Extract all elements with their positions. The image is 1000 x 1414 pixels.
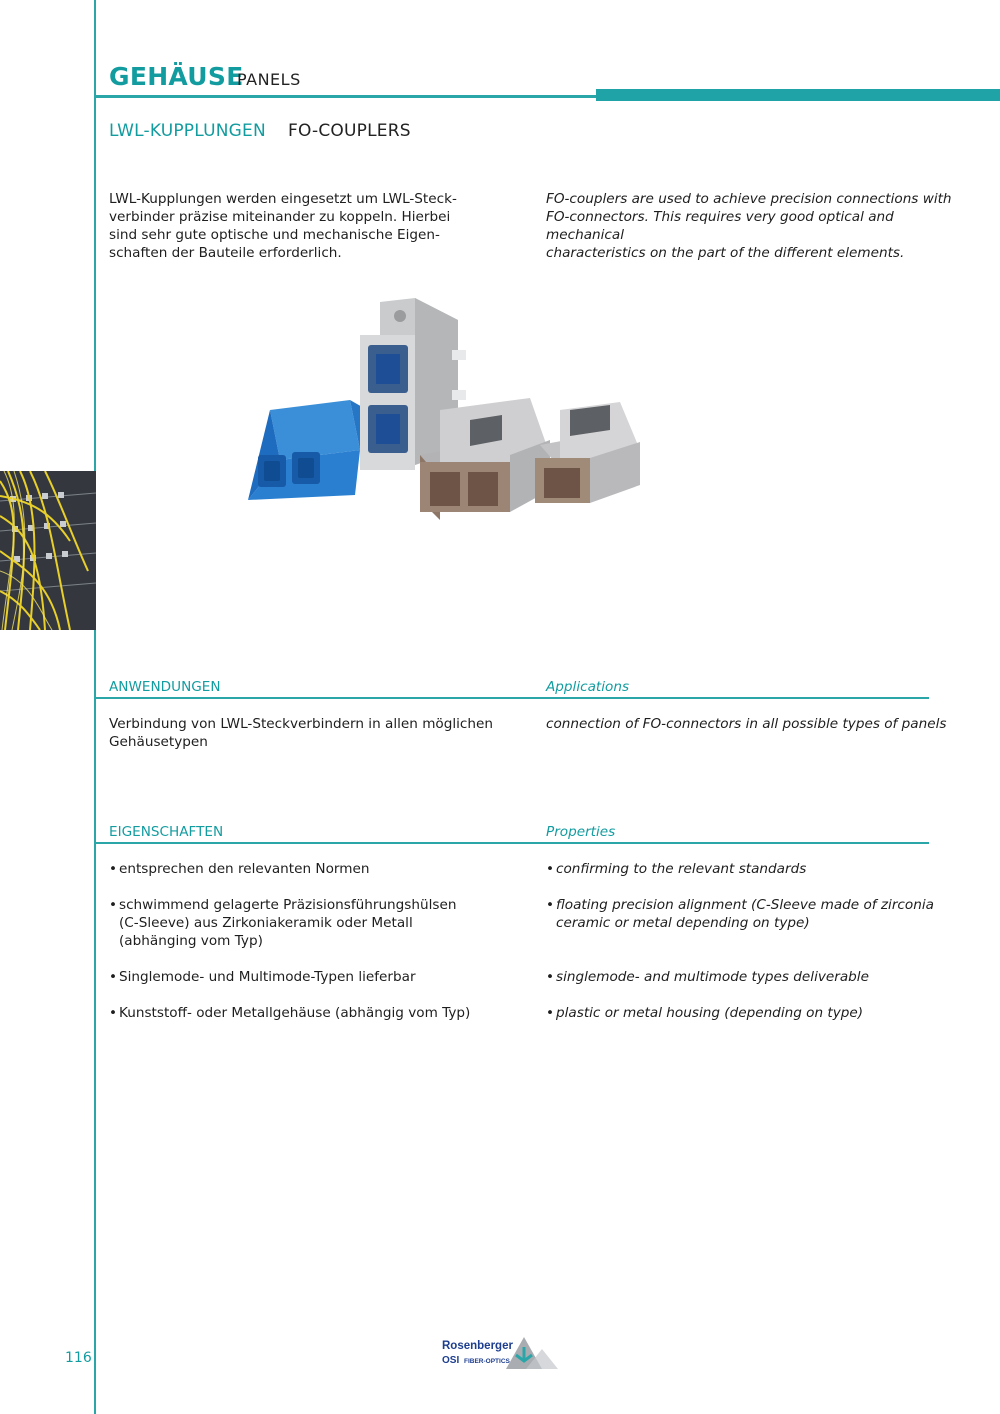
list-item-text: entsprechen den relevanten Normen bbox=[119, 861, 370, 877]
applications-rule bbox=[96, 697, 929, 699]
intro-line-en: characteristics on the part of the different elements. bbox=[546, 245, 905, 261]
left-margin-line bbox=[94, 0, 96, 1414]
list-item bbox=[546, 896, 934, 932]
list-item bbox=[109, 896, 456, 950]
list-item bbox=[546, 860, 806, 878]
brown-coupler-small bbox=[535, 402, 640, 503]
patch-panel-photo bbox=[0, 471, 96, 630]
list-item-text: ceramic or metal depending on type) bbox=[556, 915, 810, 931]
intro-line-de: verbinder präzise miteinander zu koppeln. Hierbei bbox=[109, 209, 451, 225]
list-item-text: singlemode- and multimode types deliverable bbox=[556, 969, 869, 985]
logo-line2a: OSI bbox=[442, 1355, 460, 1366]
list-item-text: (abhänging vom Typ) bbox=[119, 933, 263, 949]
bullet-icon: • bbox=[546, 1005, 555, 1021]
properties-heading-en: Properties bbox=[546, 824, 616, 840]
page-number: 116 bbox=[65, 1350, 92, 1366]
list-item-text: schwimmend gelagerte Präzisionsführungshülsen bbox=[119, 897, 457, 913]
header-rule-thin bbox=[96, 95, 596, 98]
page-title: GEHÄUSE bbox=[109, 62, 244, 91]
applications-line-de: Verbindung von LWL-Steckverbindern in allen möglichen bbox=[109, 716, 494, 732]
list-item-text: (C-Sleeve) aus Zirkoniakeramik oder Metall bbox=[119, 915, 413, 931]
list-item-text: confirming to the relevant standards bbox=[556, 861, 807, 877]
list-item-text: floating precision alignment (C-Sleeve made of zirconia bbox=[556, 897, 934, 913]
bullet-icon: • bbox=[109, 897, 118, 913]
intro-line-en: FO-connectors. This requires very good optical and mechanical bbox=[546, 209, 894, 243]
list-item bbox=[109, 860, 369, 878]
logo-line1: Rosenberger bbox=[442, 1340, 513, 1352]
list-item-text: Kunststoff- oder Metallgehäuse (abhängig vom Typ) bbox=[119, 1005, 471, 1021]
header-rule-thick bbox=[596, 89, 1000, 101]
list-item bbox=[109, 1004, 470, 1022]
list-item-text: Singlemode- und Multimode-Typen lieferbar bbox=[119, 969, 416, 985]
properties-rule bbox=[96, 842, 929, 844]
bullet-icon: • bbox=[546, 861, 555, 877]
applications-text-de bbox=[109, 715, 529, 751]
page-subtitle: PANELS bbox=[237, 70, 301, 89]
applications-heading-en: Applications bbox=[546, 679, 630, 695]
applications-text-en: connection of FO-connectors in all possible types of panels bbox=[546, 716, 947, 732]
properties-heading-de: EIGENSCHAFTEN bbox=[109, 824, 224, 840]
bullet-icon: • bbox=[109, 969, 118, 985]
blue-lc-coupler bbox=[248, 400, 368, 500]
intro-line-de: sind sehr gute optische und mechanische Eigen- bbox=[109, 227, 440, 243]
applications-line-de: Gehäusetypen bbox=[109, 734, 208, 750]
section-title-de: LWL-KUPPLUNGEN bbox=[109, 121, 266, 141]
section-title-en: FO-COUPLERS bbox=[288, 121, 411, 141]
intro-line-en: FO-couplers are used to achieve precision connections with bbox=[546, 191, 952, 207]
logo-line2b: FIBER-OPTICS bbox=[464, 1358, 510, 1365]
bullet-icon: • bbox=[109, 1005, 118, 1021]
list-item bbox=[109, 968, 416, 986]
bullet-icon: • bbox=[546, 969, 555, 985]
list-item bbox=[546, 1004, 863, 1022]
rosenberger-osi-logo bbox=[442, 1335, 560, 1371]
list-item-text: plastic or metal housing (depending on type) bbox=[556, 1005, 864, 1021]
intro-paragraph-en bbox=[546, 190, 966, 262]
intro-line-de: schaften der Bauteile erforderlich. bbox=[109, 245, 342, 261]
fo-couplers-product-image bbox=[240, 290, 660, 520]
bullet-icon: • bbox=[109, 861, 118, 877]
list-item bbox=[546, 968, 869, 986]
applications-heading-de: ANWENDUNGEN bbox=[109, 679, 221, 695]
intro-paragraph-de bbox=[109, 190, 519, 262]
intro-line-de: LWL-Kupplungen werden eingesetzt um LWL-Steck- bbox=[109, 191, 457, 207]
bullet-icon: • bbox=[546, 897, 555, 913]
